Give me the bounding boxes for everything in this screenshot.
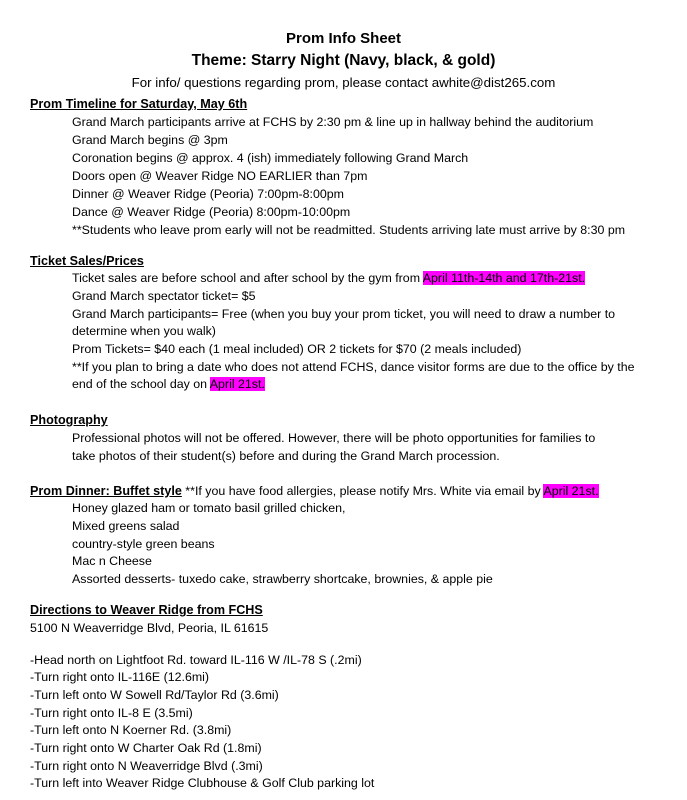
direction-step: -Head north on Lightfoot Rd. toward IL-116 W /IL-78 S (.2mi)	[30, 653, 362, 667]
photography-line-1: Professional photos will not be offered. However, there will be photo opportunities for families to	[72, 431, 596, 445]
contact-line: For info/ questions regarding prom, please contact awhite@dist265.com	[131, 75, 556, 90]
timeline-item: Dinner @ Weaver Ridge (Peoria) 7:00pm-8:00pm	[72, 187, 344, 201]
visitor-forms-line-2	[72, 376, 265, 392]
direction-step: -Turn right onto W Charter Oak Rd (1.8mi)	[30, 741, 262, 755]
menu-item: Mac n Cheese	[72, 554, 152, 568]
photography-heading: Photography	[30, 413, 108, 427]
direction-step: -Turn left into Weaver Ridge Clubhouse & Golf Club parking lot	[30, 776, 375, 790]
dinner-header-line	[30, 483, 599, 499]
ticket-sales-line	[72, 270, 585, 286]
visitor-forms-text: end of the school day on	[72, 377, 210, 391]
timeline-item: Coronation begins @ approx. 4 (ish) immediately following Grand March	[72, 151, 469, 165]
dinner-date-highlight: April 21st.	[543, 484, 599, 498]
menu-item: country-style green beans	[72, 537, 215, 551]
venue-address: 5100 N Weaverridge Blvd, Peoria, IL 61615	[30, 621, 269, 635]
spectator-ticket-line: Grand March spectator ticket= $5	[72, 289, 256, 303]
ticket-prices-line: Prom Tickets= $40 each (1 meal included) OR 2 tickets for $70 (2 meals included)	[72, 342, 522, 356]
menu-item: Honey glazed ham or tomato basil grilled chicken,	[72, 501, 346, 515]
ticket-sales-text: Ticket sales are before school and after school by the gym from	[72, 271, 423, 285]
theme-title: Theme: Starry Night (Navy, black, & gold)	[191, 52, 496, 69]
visitor-date-highlight: April 21st.	[209, 377, 265, 391]
direction-step: -Turn left onto N Koerner Rd. (3.8mi)	[30, 723, 232, 737]
participants-line-1: Grand March participants= Free (when you buy your prom ticket, you will need to draw a number to	[72, 307, 616, 321]
direction-step: -Turn left onto W Sowell Rd/Taylor Rd (3.6mi)	[30, 688, 279, 702]
participants-line-2: determine when you walk)	[72, 324, 216, 338]
timeline-item: **Students who leave prom early will not be readmitted. Students arriving late must arrive by 8:30 pm	[72, 223, 626, 237]
timeline-item: Doors open @ Weaver Ridge NO EARLIER than 7pm	[72, 169, 368, 183]
direction-step: -Turn right onto IL-116E (12.6mi)	[30, 670, 210, 684]
document-title: Prom Info Sheet	[285, 30, 401, 47]
direction-step: -Turn right onto N Weaverridge Blvd (.3mi)	[30, 759, 263, 773]
menu-item: Assorted desserts- tuxedo cake, strawberry shortcake, brownies, & apple pie	[72, 572, 493, 586]
directions-heading: Directions to Weaver Ridge from FCHS	[30, 603, 263, 617]
photography-line-2: take photos of their student(s) before and during the Grand March procession.	[72, 449, 500, 463]
direction-step: -Turn right onto IL-8 E (3.5mi)	[30, 706, 193, 720]
timeline-heading: Prom Timeline for Saturday, May 6th	[30, 97, 248, 111]
ticket-sales-dates-highlight: April 11th-14th and 17th-21st.	[422, 271, 586, 285]
menu-item: Mixed greens salad	[72, 519, 180, 533]
timeline-item: Dance @ Weaver Ridge (Peoria) 8:00pm-10:00pm	[72, 205, 351, 219]
tickets-heading: Ticket Sales/Prices	[30, 254, 144, 268]
timeline-item: Grand March participants arrive at FCHS by 2:30 pm & line up in hallway behind the auditorium	[72, 115, 594, 129]
timeline-item: Grand March begins @ 3pm	[72, 133, 228, 147]
dinner-heading: Prom Dinner: Buffet style	[30, 484, 182, 498]
visitor-forms-line-1: **If you plan to bring a date who does not attend FCHS, dance visitor forms are due to the office by the	[72, 360, 635, 374]
dinner-allergy-note: **If you have food allergies, please notify Mrs. White via email by	[181, 484, 544, 498]
